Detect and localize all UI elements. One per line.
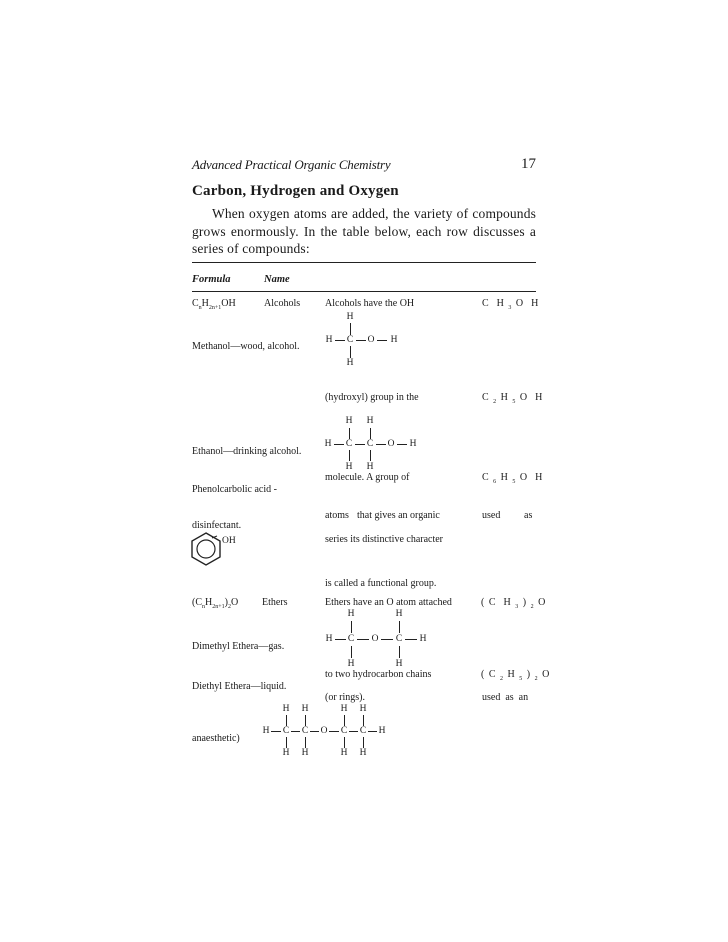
dee-bond (291, 731, 300, 732)
ethanol-o: O (387, 439, 395, 449)
phenol-benzene-ring (186, 530, 226, 570)
diethyl-ether-formula: ( C $_2$ H $_5$ ) $_2$ O (481, 669, 551, 682)
ethanol-example: Ethanol—drinking alcohol. (192, 446, 302, 457)
ethanol-c-2: C (366, 439, 374, 449)
dee-bond (349, 731, 358, 732)
alcohols-as: as (524, 510, 533, 521)
methanol-h-bottom: H (346, 358, 354, 368)
dee-bond (286, 715, 287, 726)
methanol-c: C (346, 335, 354, 345)
dme-h-bottom-2: H (395, 659, 403, 669)
ethanol-bond (355, 444, 365, 445)
alcohols-description-line-4b: that gives an organic (357, 510, 440, 521)
alcohols-description-line-6: is called a functional group. (325, 578, 437, 589)
phenol-example-line-1: Phenolcarbolic acid - (192, 484, 277, 495)
ethanol-bond (397, 444, 407, 445)
ethers-used-as-an: used as an (482, 692, 529, 703)
dimethyl-ether-formula: ( C H $_3$ ) $_2$ O (481, 597, 547, 610)
ethanol-bond (349, 428, 350, 439)
dimethyl-ether-example: Dimethyl Ethera—gas. (192, 641, 285, 652)
alcohols-description-line-1: Alcohols have the OH (325, 298, 415, 309)
methanol-bond (350, 323, 351, 335)
dme-h-right: H (419, 634, 427, 644)
dee-h-top-1: H (282, 704, 290, 714)
dme-bond (335, 639, 346, 640)
ethers-description-line-2: to two hydrocarbon chains (325, 669, 432, 680)
methanol-h-top: H (346, 312, 354, 322)
alcohols-description-line-5: series its distinctive character (325, 534, 444, 545)
ethanol-bond (334, 444, 344, 445)
ethanol-bond (349, 450, 350, 461)
dme-c-2: C (395, 634, 403, 644)
methanol-bond (335, 340, 345, 341)
phenol-example-line-2: disinfectant. (192, 520, 242, 531)
dee-h-bottom-2: H (301, 748, 309, 758)
dee-bond (329, 731, 339, 732)
dee-c-4: C (359, 726, 367, 736)
dee-h-top-3: H (340, 704, 348, 714)
dme-bond (351, 621, 352, 633)
dee-bond (344, 737, 345, 748)
dee-c-3: C (340, 726, 348, 736)
table-top-rule (192, 262, 536, 263)
dee-bond (363, 737, 364, 748)
column-header-formula: Formula (192, 274, 231, 285)
dme-bond (405, 639, 417, 640)
methanol-formula: C H $_3$ O H (482, 298, 540, 311)
ethers-description-line-1: Ethers have an O atom attached (325, 597, 452, 608)
dme-c-1: C (347, 634, 355, 644)
ethanol-bond (370, 450, 371, 461)
dme-o: O (371, 634, 379, 644)
dee-h-left: H (262, 726, 270, 736)
dee-c-1: C (282, 726, 290, 736)
dee-bond (305, 715, 306, 726)
ethanol-c-1: C (345, 439, 353, 449)
methanol-h-right: H (390, 335, 398, 345)
dee-bond (310, 731, 319, 732)
dme-h-top-2: H (395, 609, 403, 619)
dee-bond (368, 731, 377, 732)
ethers-general-formula: $(C_nH_{2n+1})_2O$ (192, 597, 239, 610)
dee-h-bottom-4: H (359, 748, 367, 758)
dme-bond (399, 646, 400, 658)
alcohols-description-line-4a: atoms (325, 510, 349, 521)
ethers-description-line-3: (or rings). (325, 692, 365, 703)
table-header-rule (192, 291, 536, 292)
dee-h-top-2: H (301, 704, 309, 714)
ethanol-formula: C $_2$ H $_5$ O H (482, 392, 544, 405)
dee-o: O (320, 726, 328, 736)
running-header-title: Advanced Practical Organic Chemistry (192, 157, 391, 172)
alcohols-general-formula: $C_nH_{2n+1}OH$ (192, 298, 236, 311)
anaesthetic-note: anaesthetic) (192, 733, 240, 744)
dme-bond (357, 639, 369, 640)
ethanol-bond (376, 444, 386, 445)
dme-bond (399, 621, 400, 633)
dme-bond (381, 639, 393, 640)
methanol-h-left: H (325, 335, 333, 345)
methanol-bond (356, 340, 366, 341)
dme-h-bottom-1: H (347, 659, 355, 669)
ethanol-h-bottom-2: H (366, 462, 374, 472)
methanol-example: Methanol—wood, alcohol. (192, 341, 300, 352)
section-title: Carbon, Hydrogen and Oxygen (192, 183, 399, 199)
alcohols-description-line-3: molecule. A group of (325, 472, 410, 483)
dee-bond (286, 737, 287, 748)
intro-paragraph (192, 205, 536, 258)
dme-bond (351, 646, 352, 658)
diethyl-ether-example: Diethyl Ethera—liquid. (192, 681, 287, 692)
methanol-bond (377, 340, 387, 341)
intro-paragraph-text: When oxygen atoms are added, the variety of compounds grows enormously. In the table below, each row discusses a series of compounds: (192, 206, 536, 256)
dme-h-left: H (325, 634, 333, 644)
alcohols-description-line-2: (hydroxyl) group in the (325, 392, 419, 403)
alcohols-used: used (482, 510, 501, 521)
phenol-formula: C $_6$ H $_5$ O H (482, 472, 544, 485)
dee-bond (363, 715, 364, 726)
methanol-bond (350, 346, 351, 358)
ethanol-bond (370, 428, 371, 439)
dee-h-right: H (378, 726, 386, 736)
ethanol-h-top-1: H (345, 416, 353, 426)
dme-h-top-1: H (347, 609, 355, 619)
dee-bond (344, 715, 345, 726)
phenol-oh-label: OH (222, 536, 236, 546)
dee-h-bottom-3: H (340, 748, 348, 758)
page-number: 17 (521, 156, 536, 172)
column-header-name: Name (264, 274, 290, 285)
dee-bond (305, 737, 306, 748)
methanol-o: O (367, 335, 375, 345)
ethanol-h-top-2: H (366, 416, 374, 426)
ethanol-h-right: H (409, 439, 417, 449)
dee-h-top-4: H (359, 704, 367, 714)
ethers-class-name: Ethers (262, 597, 288, 608)
ethanol-h-bottom-1: H (345, 462, 353, 472)
dee-bond (271, 731, 281, 732)
alcohols-class-name: Alcohols (264, 298, 301, 309)
dee-c-2: C (301, 726, 309, 736)
ethanol-h-left: H (324, 439, 332, 449)
dee-h-bottom-1: H (282, 748, 290, 758)
